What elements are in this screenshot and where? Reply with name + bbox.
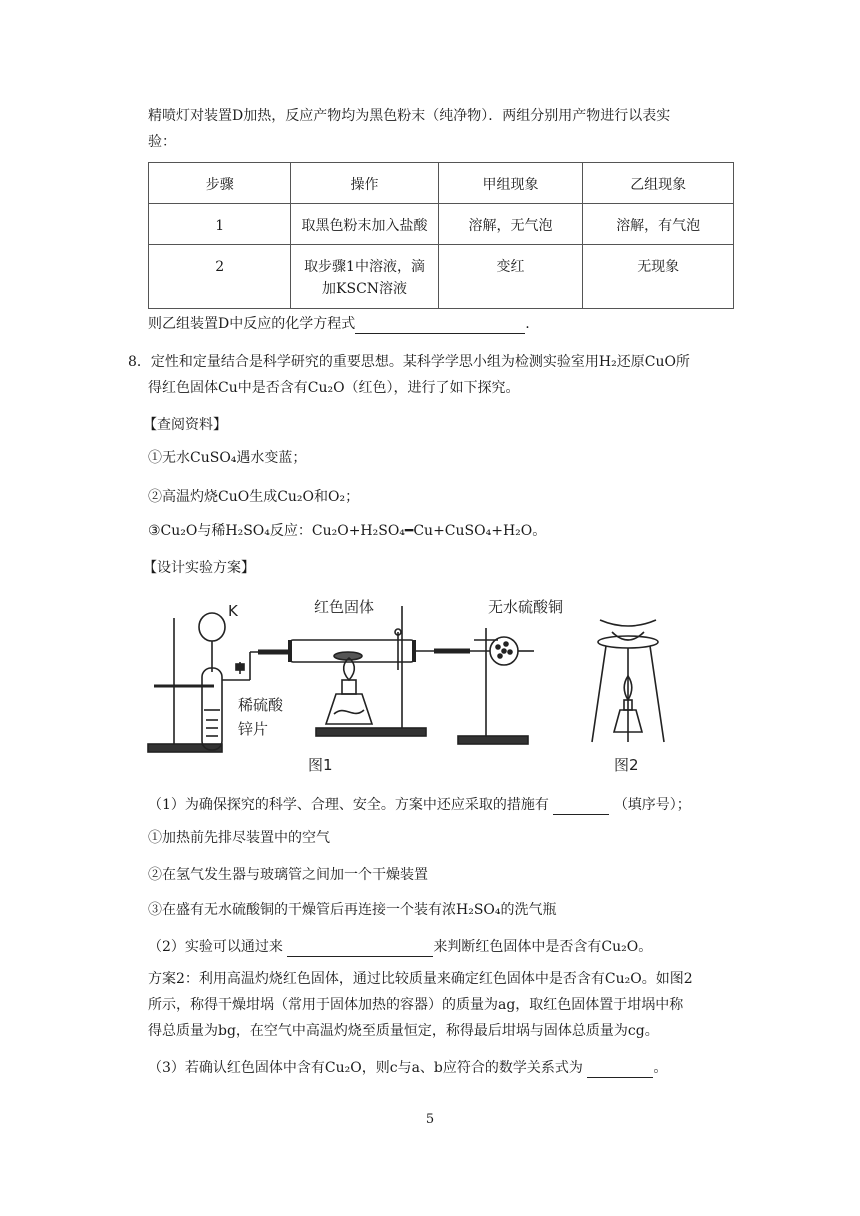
fact-1: ①无水CuSO₄遇水变蓝；: [148, 450, 307, 466]
table-cell: 溶解，无气泡: [438, 204, 583, 245]
answer-blank[interactable]: [587, 1061, 653, 1078]
table-header-cell: 步骤: [149, 163, 291, 204]
q8-line-1: 8．定性和定量结合是科学研究的重要思想。某科学学思小组为检测实验室用H₂还原CuO所: [128, 354, 690, 370]
question-3-text: （3）若确认红色固体中含有Cu₂O，则c与a、b应符合的数学关系式为: [148, 1060, 583, 1076]
question-3-end: 。: [653, 1060, 668, 1076]
answer-blank[interactable]: [355, 317, 525, 334]
table-cell: 变红: [438, 245, 583, 309]
fact-2: ②高温灼烧CuO生成Cu₂O和O₂；: [148, 489, 360, 505]
plan-2-line-1: 方案2：利用高温灼烧红色固体，通过比较质量来确定红色固体中是否含有Cu₂O。如图2: [148, 971, 693, 987]
page-number: 5: [425, 1112, 435, 1127]
figure-2-caption: 图2: [614, 756, 639, 774]
table-cell: 2: [149, 245, 291, 309]
plan-2-line-2: 所示，称得干燥坩埚（常用于固体加热的容器）的质量为ag，取红色固体置于坩埚中称: [148, 997, 684, 1013]
question-2-end: 来判断红色固体中是否含有Cu₂O。: [433, 939, 653, 955]
experiment-table: [148, 162, 734, 309]
section-heading-design: 【设计实验方案】: [143, 560, 255, 576]
answer-blank[interactable]: [553, 798, 609, 815]
label-zinc: 锌片: [238, 720, 269, 738]
question-2-text: （2）实验可以通过来: [148, 939, 283, 955]
section-heading-info: 【查阅资料】: [143, 417, 227, 433]
table-header-cell: 乙组现象: [583, 163, 734, 204]
table-cell: 取黑色粉末加入盐酸: [291, 204, 438, 245]
table-header-row: [149, 163, 734, 204]
label-anhydrous-cuso4: 无水硫酸铜: [488, 598, 564, 616]
label-dilute-acid: 稀硫酸: [238, 696, 284, 714]
table-row: [149, 245, 734, 309]
question-1-end: （填序号）；: [613, 797, 691, 813]
table-cell: 无现象: [583, 245, 734, 309]
after-table-line: [148, 314, 530, 334]
table-header-cell: 操作: [291, 163, 438, 204]
intro-line-2: 验：: [148, 134, 176, 150]
question-1-text: （1）为确保探究的科学、合理、安全。方案中还应采取的措施有: [148, 797, 549, 813]
label-red-solid: 红色固体: [314, 598, 375, 616]
table-row: [149, 204, 734, 245]
after-table-text: 则乙组装置D中反应的化学方程式: [148, 316, 356, 332]
question-3: [148, 1058, 667, 1078]
answer-blank[interactable]: [287, 940, 433, 957]
figure-1-caption: 图1: [308, 756, 333, 774]
label-k: K: [228, 602, 238, 620]
plan-2-line-3: 得总质量为bg，在空气中高温灼烧至质量恒定，称得最后坩埚与固体总质量为cg。: [148, 1023, 659, 1039]
question-1: [148, 795, 691, 815]
after-table-end: .: [525, 316, 530, 332]
figure-1-apparatus: [140, 592, 600, 777]
question-2: [148, 937, 652, 957]
table-cell: 溶解，有气泡: [583, 204, 734, 245]
fact-3: ③Cu₂O与稀H₂SO₄反应：Cu₂O+H₂SO₄━Cu+CuSO₄+H₂O。: [148, 523, 547, 539]
q8-line-2: 得红色固体Cu中是否含有Cu₂O（红色），进行了如下探究。: [148, 380, 520, 396]
figure-2-crucible: [584, 592, 674, 777]
table-cell-multiline: 取步骤1中溶液，滴 加KSCN溶液: [291, 245, 438, 309]
table-cell: 1: [149, 204, 291, 245]
intro-line-1: 精喷灯对装置D加热，反应产物均为黑色粉末（纯净物）．两组分别用产物进行以表实: [148, 108, 671, 124]
option-1: ①加热前先排尽装置中的空气: [148, 830, 330, 846]
option-3: ③在盛有无水硫酸铜的干燥管后再连接一个装有浓H₂SO₄的洗气瓶: [148, 902, 557, 918]
table-header-cell: 甲组现象: [438, 163, 583, 204]
option-2: ②在氢气发生器与玻璃管之间加一个干燥装置: [148, 867, 428, 883]
